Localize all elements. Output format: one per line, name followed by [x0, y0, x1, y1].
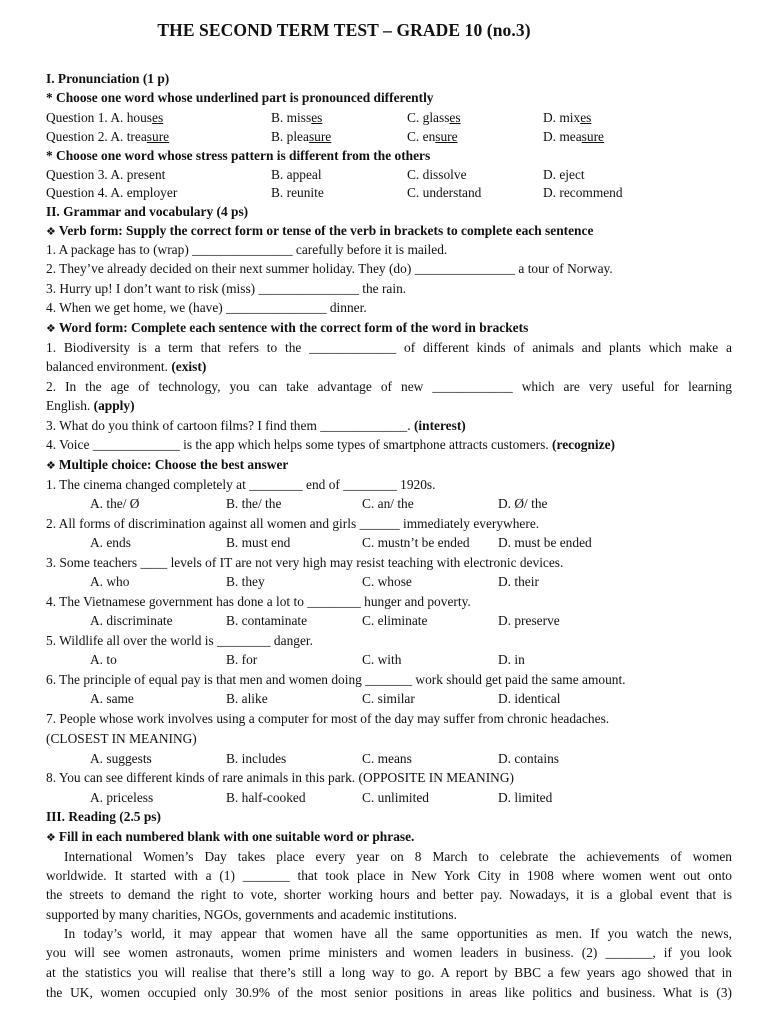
option-a[interactable]: A. same	[90, 691, 134, 706]
option-text: B. appeal	[271, 167, 322, 182]
option-d[interactable]: D. preserve	[498, 613, 560, 628]
question-text: Question 2. A. trea	[46, 129, 147, 144]
option-a[interactable]: A. discriminate	[90, 613, 173, 628]
section-heading: II. Grammar and vocabulary (4 ps)	[46, 204, 249, 219]
instruction	[46, 320, 528, 337]
option-text: D. eject	[543, 167, 585, 182]
question-text-cont: balanced environment.	[46, 359, 168, 374]
option-a[interactable]: A. who	[90, 574, 130, 589]
underlined-part: es	[580, 110, 592, 125]
question-text	[46, 359, 206, 375]
option-b[interactable]: B. must end	[226, 535, 291, 550]
option-text: B. reunite	[271, 185, 324, 200]
question-text: 4. The Vietnamese government has done a lot to ________ hunger and poverty.	[46, 594, 471, 609]
option-c[interactable]: C. similar	[362, 691, 415, 706]
option-d[interactable]: D. in	[498, 652, 525, 667]
paragraph-line: supported by many charities, NGOs, governments and academic institutions.	[46, 907, 457, 922]
word-hint: (apply)	[93, 398, 135, 413]
option-d[interactable]: D. identical	[498, 691, 561, 706]
underlined-part: sure	[435, 129, 458, 144]
question-text: 6. The principle of equal pay is that men and women doing _______ work should get paid the same amount.	[46, 672, 626, 687]
option-text: C. en	[407, 129, 436, 144]
section-heading: I. Pronunciation (1 p)	[46, 71, 170, 86]
word-hint: (exist)	[171, 359, 207, 374]
underlined-part: sure	[581, 129, 604, 144]
paragraph-line: the UK, women occupied only 30.9% of the most senior positions in areas like politics and business. What is (3)	[46, 985, 732, 1000]
question-text: 1. The cinema changed completely at ________ end of ________ 1920s.	[46, 477, 436, 492]
question-text-cont: 3. What do you think of cartoon films? I find them _____________.	[46, 418, 411, 433]
option-b[interactable]: B. for	[226, 652, 258, 667]
option-c[interactable]: C. whose	[362, 574, 412, 589]
option-text: C. dissolve	[407, 167, 467, 182]
option-text: D. mix	[543, 110, 581, 125]
option-b[interactable]: B. the/ the	[226, 496, 282, 511]
option-b[interactable]: B. they	[226, 574, 265, 589]
question-text: Question 3. A. present	[46, 167, 166, 182]
question-text: (CLOSEST IN MEANING)	[46, 731, 197, 746]
question-text: 1. Biodiversity is a term that refers to the _____________ of different kinds of animals and plants which make a	[46, 340, 732, 355]
option-d[interactable]: D. must be ended	[498, 535, 592, 550]
instruction-text: Word form: Complete each sentence with the correct form of the word in brackets	[58, 320, 529, 335]
instruction	[46, 457, 288, 474]
question-text: 3. Some teachers ____ levels of IT are not very high may resist teaching with electronic devices.	[46, 555, 564, 570]
question-text	[46, 398, 135, 414]
instruction-text: Multiple choice: Choose the best answer	[58, 457, 289, 472]
instruction: * Choose one word whose underlined part is pronounced differently	[46, 90, 434, 105]
instruction-text: Verb form: Supply the correct form or tense of the verb in brackets to complete each sentence	[58, 223, 594, 238]
instruction	[46, 829, 414, 846]
diamond-icon: ❖	[46, 322, 56, 335]
paragraph-line: at the statistics you will realise that there’s still a long way to go. A report by BBC a few years ago showed that in	[46, 965, 732, 980]
option-a[interactable]: A. ends	[90, 535, 131, 550]
option-c[interactable]: C. unlimited	[362, 790, 429, 805]
section-heading: III. Reading (2.5 ps)	[46, 809, 161, 824]
question-text-cont: 4. Voice _____________ is the app which helps some types of smartphone attracts customers.	[46, 437, 549, 452]
option-b[interactable]: B. includes	[226, 751, 287, 766]
question-text: 4. When we get home, we (have) _______________ dinner.	[46, 300, 367, 315]
option-text: D. recommend	[543, 185, 623, 200]
paragraph-line: the streets to demand the right to vote, shorter working hours and better pay. Nowadays, it is a global event that is	[46, 887, 732, 902]
option-d[interactable]: D. Ø/ the	[498, 496, 548, 511]
question-text	[46, 437, 615, 453]
instruction-text: Fill in each numbered blank with one suitable word or phrase.	[58, 829, 415, 844]
question-text: 5. Wildlife all over the world is ________ danger.	[46, 633, 313, 648]
underlined-part: sure	[308, 129, 332, 144]
option-d[interactable]: D. contains	[498, 751, 559, 766]
question-text: 7. People whose work involves using a computer for most of the day may suffer from chronic headaches.	[46, 711, 610, 726]
paragraph-line: you will see women astronauts, women prime ministers and women leaders in business. (2) _______, if you look	[46, 945, 732, 960]
option-b[interactable]: B. alike	[226, 691, 268, 706]
underlined-part: es	[311, 110, 323, 125]
option-a[interactable]: A. suggests	[90, 751, 152, 766]
option-c[interactable]: C. mustn’t be ended	[362, 535, 470, 550]
option-text: C. glass	[407, 110, 450, 125]
option-text: D. mea	[543, 129, 582, 144]
option-a[interactable]: A. the/ Ø	[90, 496, 140, 511]
option-text: C. understand	[407, 185, 482, 200]
diamond-icon: ❖	[46, 225, 56, 238]
diamond-icon: ❖	[46, 459, 56, 472]
question-text: 2. All forms of discrimination against all women and girls ______ immediately everywhere.	[46, 516, 540, 531]
word-hint: (interest)	[413, 418, 466, 433]
option-d[interactable]: D. their	[498, 574, 539, 589]
underlined-part: es	[152, 110, 164, 125]
option-b[interactable]: B. half-cooked	[226, 790, 306, 805]
underlined-part: es	[449, 110, 461, 125]
instruction	[46, 223, 593, 240]
option-a[interactable]: A. priceless	[90, 790, 154, 805]
instruction: * Choose one word whose stress pattern is different from the others	[46, 148, 431, 163]
option-c[interactable]: C. with	[362, 652, 402, 667]
option-a[interactable]: A. to	[90, 652, 117, 667]
option-c[interactable]: C. eliminate	[362, 613, 428, 628]
question-text: Question 1. A. hous	[46, 110, 153, 125]
page-title: THE SECOND TERM TEST – GRADE 10 (no.3)	[157, 20, 531, 40]
diamond-icon: ❖	[46, 831, 56, 844]
paragraph-line: worldwide. It started with a (1) _______ that took place in New York City in 1908 where women went out onto	[46, 868, 732, 883]
option-c[interactable]: C. means	[362, 751, 412, 766]
option-text: B. miss	[271, 110, 312, 125]
question-text	[46, 418, 466, 434]
word-hint: (recognize)	[552, 437, 615, 452]
question-text: 3. Hurry up! I don’t want to risk (miss) _______________ the rain.	[46, 281, 407, 296]
question-text-cont: English.	[46, 398, 91, 413]
question-text: 2. They’ve already decided on their next summer holiday. They (do) _______________ a tour of Norway.	[46, 261, 613, 276]
paragraph-line: In today’s world, it may appear that women have all the same opportunities as men. If you watch the news,	[64, 926, 732, 941]
question-text: 2. In the age of technology, you can take advantage of new ____________ which are very useful for learning	[46, 379, 732, 394]
question-text: 8. You can see different kinds of rare animals in this park. (OPPOSITE IN MEANING)	[46, 770, 514, 785]
option-b[interactable]: B. contaminate	[226, 613, 308, 628]
paragraph-line: International Women’s Day takes place every year on 8 March to celebrate the achievements of women	[64, 849, 732, 864]
question-text: Question 4. A. employer	[46, 185, 178, 200]
option-text: B. plea	[271, 129, 309, 144]
underlined-part: sure	[146, 129, 170, 144]
option-c[interactable]: C. an/ the	[362, 496, 414, 511]
option-d[interactable]: D. limited	[498, 790, 553, 805]
question-text: 1. A package has to (wrap) _______________ carefully before it is mailed.	[46, 242, 448, 257]
